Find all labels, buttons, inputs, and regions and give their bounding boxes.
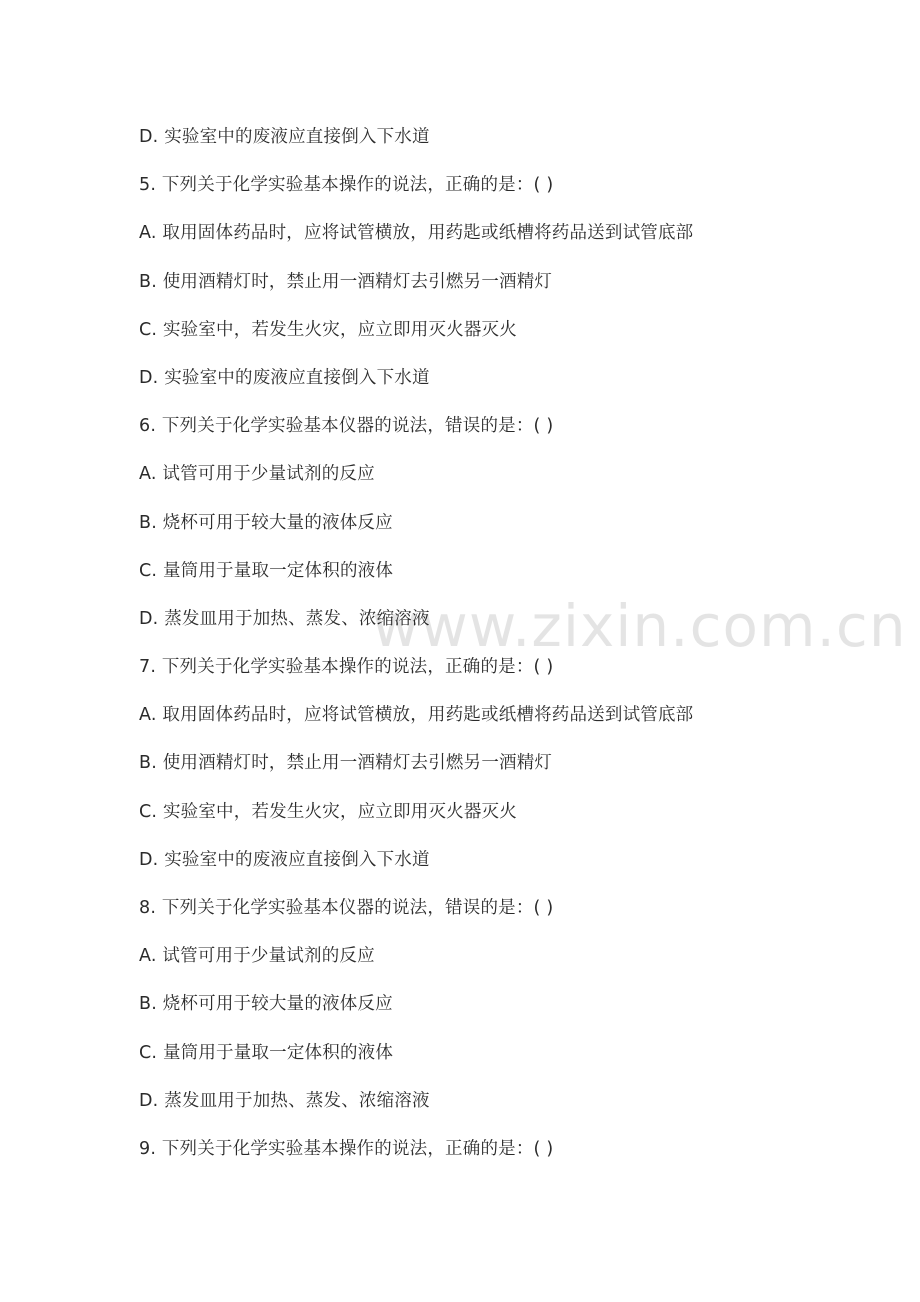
watermark: www.zixin.com.cn [372, 592, 907, 660]
option-line: C. 实验室中，若发生火灾，应立即用灭火器灭火 [139, 801, 517, 822]
question-line: 7. 下列关于化学实验基本操作的说法，正确的是：( ) [139, 657, 554, 678]
question-line: 8. 下列关于化学实验基本仪器的说法，错误的是：( ) [139, 898, 554, 918]
option-line: B. 烧杯可用于较大量的液体反应 [139, 512, 393, 533]
option-line: D. 蒸发皿用于加热、蒸发、浓缩溶液 [139, 608, 430, 629]
option-line: A. 试管可用于少量试剂的反应 [139, 464, 375, 485]
option-line: C. 量筒用于量取一定体积的液体 [139, 1042, 394, 1063]
option-line: D. 实验室中的废液应直接倒入下水道 [139, 849, 430, 870]
option-line: D. 蒸发皿用于加热、蒸发、浓缩溶液 [139, 1090, 430, 1111]
option-line: C. 实验室中，若发生火灾，应立即用灭火器灭火 [139, 319, 517, 340]
option-line: B. 使用酒精灯时，禁止用一酒精灯去引燃另一酒精灯 [139, 753, 553, 774]
option-line: A. 取用固体药品时，应将试管横放，用药匙或纸槽将药品送到试管底部 [139, 223, 694, 244]
question-line: 9. 下列关于化学实验基本操作的说法，正确的是：( ) [139, 1138, 554, 1159]
option-line: D. 实验室中的废液应直接倒入下水道 [139, 127, 430, 147]
option-line: B. 使用酒精灯时，禁止用一酒精灯去引燃另一酒精灯 [139, 271, 553, 292]
option-line: D. 实验室中的废液应直接倒入下水道 [139, 367, 430, 388]
question-line: 6. 下列关于化学实验基本仪器的说法，错误的是：( ) [139, 416, 554, 437]
question-line: 5. 下列关于化学实验基本操作的说法，正确的是：( ) [139, 175, 554, 196]
option-line: C. 量筒用于量取一定体积的液体 [139, 560, 394, 581]
option-line: A. 试管可用于少量试剂的反应 [139, 946, 375, 967]
option-line: B. 烧杯可用于较大量的液体反应 [139, 994, 393, 1015]
option-line: A. 取用固体药品时，应将试管横放，用药匙或纸槽将药品送到试管底部 [139, 705, 694, 726]
